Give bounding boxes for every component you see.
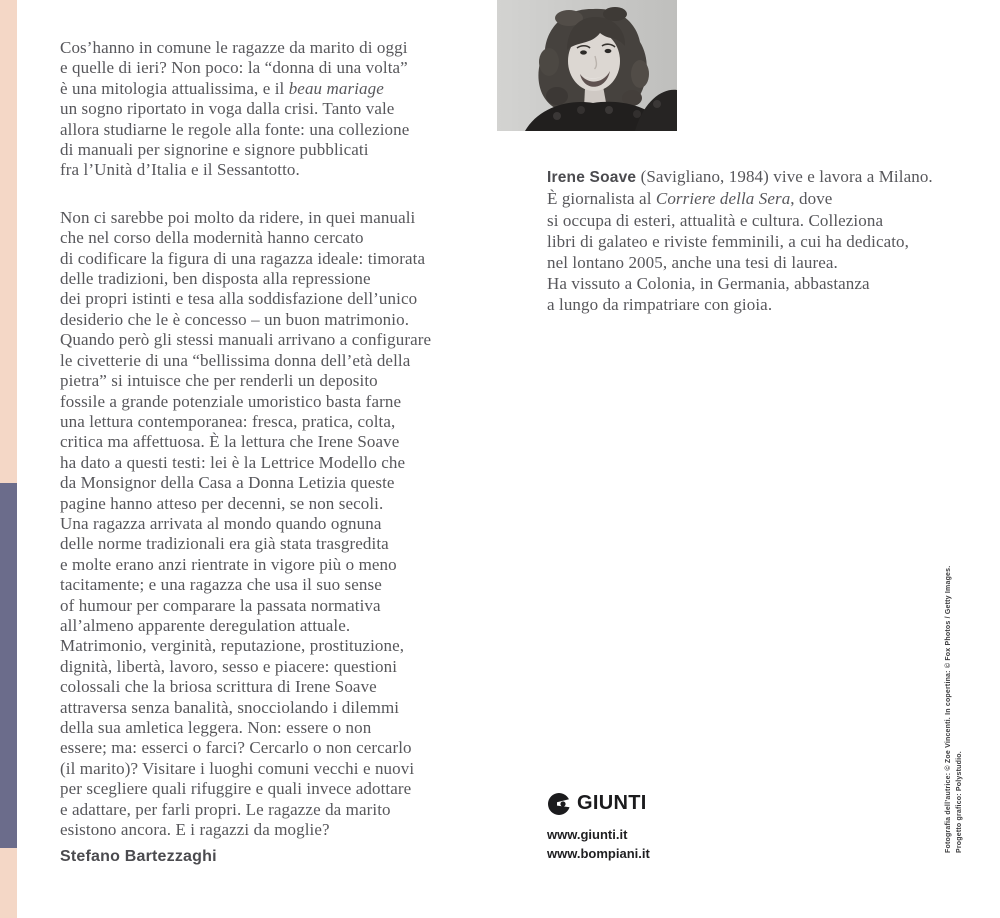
text-line: colossali che la briosa scrittura di Irene Soave: [60, 677, 377, 697]
text-line: esistono ancora. E i ragazzi da moglie?: [60, 820, 330, 840]
url-giunti: www.giunti.it: [547, 827, 628, 842]
spine-band-pink-bottom: [0, 848, 17, 918]
text-line: Cos’hanno in comune le ragazze da marito di oggi: [60, 38, 408, 57]
blurb-paragraph-1: [60, 38, 475, 181]
author-bio: [547, 166, 987, 315]
text-line: Matrimonio, verginità, reputazione, prostituzione,: [60, 636, 405, 656]
text-line: È giornalista al Corriere della Sera, dove: [547, 189, 833, 208]
author-photo: [497, 0, 677, 131]
text-line: fossile a grande potenziale umoristico basta farne: [60, 391, 402, 411]
text-line: che nel corso della modernità hanno cercato: [60, 228, 364, 248]
text-line: libri di galateo e riviste femminili, a cui ha dedicato,: [547, 232, 910, 251]
text-line: essere; ma: esserci o farci? Cercarlo o non cercarlo: [60, 738, 412, 758]
text-line: fra l’Unità d’Italia e il Sessantotto.: [60, 160, 300, 180]
publisher-block: [547, 791, 650, 863]
giunti-logo-text: GIUNTI: [577, 792, 647, 814]
text-line: per scegliere quali rifuggire e quali invece adottare: [60, 779, 412, 799]
text-line: un sogno riportato in voga dalla crisi. Tanto vale: [60, 99, 395, 119]
text-line: allora studiarne le regole alla fonte: una collezione: [60, 119, 410, 139]
text-line: Non ci sarebbe poi molto da ridere, in quei manuali: [60, 207, 416, 227]
blurb-paragraph-2: [60, 208, 475, 841]
text-line: tacitamente; e una ragazza che usa il suo sense: [60, 575, 382, 595]
text-line: ha dato a questi testi: lei è la Lettrice Modello che: [60, 452, 406, 472]
text-line: Quando però gli stessi manuali arrivano a configurare: [60, 330, 432, 350]
text-line: pagine hanno atteso per decenni, se non secoli.: [60, 493, 384, 513]
flap-blurb: [60, 38, 475, 868]
text-line: delle tradizioni, ben disposta alla repressione: [60, 269, 371, 289]
text-line: si occupa di esteri, attualità e cultura. Colleziona: [547, 211, 884, 230]
text-line: delle norme tradizionali era già stata trasgredita: [60, 534, 389, 554]
text-line: Una ragazza arrivata al mondo quando ognuna: [60, 513, 382, 533]
url-bompiani: www.bompiani.it: [547, 846, 650, 861]
text-line: di manuali per signorine e signore pubblicati: [60, 140, 369, 160]
text-line: all’almeno apparente deregulation attuale.: [60, 615, 351, 635]
text-line: dei propri istinti e tesa alla soddisfazione dell’unico: [60, 289, 418, 309]
text-line: attraversa senza banalità, snocciolando i dilemmi: [60, 697, 400, 717]
text-line: è una mitologia attualissima, e il beau mariage: [60, 78, 384, 98]
text-line: le civetterie di una “bellissima donna dell’età della: [60, 350, 411, 370]
text-line: e quelle di ieri? Non poco: la “donna di una volta”: [60, 58, 408, 78]
credit-photo-line: Fotografia dell’autrice: © Zoe Vincenti. In copertina: © Fox Photos / Getty Images.: [945, 565, 952, 853]
text-line: of humour per comparare la passata normativa: [60, 595, 381, 615]
text-line: critica ma affettuosa. È la lettura che Irene Soave: [60, 432, 400, 452]
text-line: dignità, libertà, lavoro, sesso e piacere: questioni: [60, 656, 398, 676]
text-line: a lungo da rimpatriare con gioia.: [547, 295, 773, 314]
giunti-logo: [547, 791, 650, 816]
spine-band-blue: [0, 483, 17, 848]
text-line: una lettura contemporanea: fresca, pratica, colta,: [60, 411, 396, 431]
text-line: di codificare la figura di una ragazza ideale: timorata: [60, 248, 426, 268]
text-line: della sua amletica leggera. Non: essere o non: [60, 718, 372, 737]
spine-band-pink-top: [0, 0, 17, 483]
text-line: e adattare, per farli propri. Le ragazze da marito: [60, 799, 391, 819]
text-line: da Monsignor della Casa a Donna Letizia queste: [60, 473, 395, 493]
text-line: (il marito)? Visitare i luoghi comuni vecchi e nuovi: [60, 758, 415, 778]
credit-design-line: Progetto grafico: Polystudio.: [956, 751, 963, 853]
text-line: Irene Soave (Savigliano, 1984) vive e lavora a Milano.: [547, 167, 933, 186]
text-line: Ha vissuto a Colonia, in Germania, abbastanza: [547, 274, 870, 293]
text-line: desiderio che le è concesso – un buon matrimonio.: [60, 309, 410, 329]
giunti-g-icon: [547, 791, 572, 816]
text-line: e molte erano anzi rientrate in vigore più o meno: [60, 554, 397, 574]
blurb-author-signature: Stefano Bartezzaghi: [60, 848, 217, 866]
text-line: pietra” si intuisce che per renderli un deposito: [60, 371, 378, 391]
text-line: nel lontano 2005, anche una tesi di laurea.: [547, 253, 838, 272]
